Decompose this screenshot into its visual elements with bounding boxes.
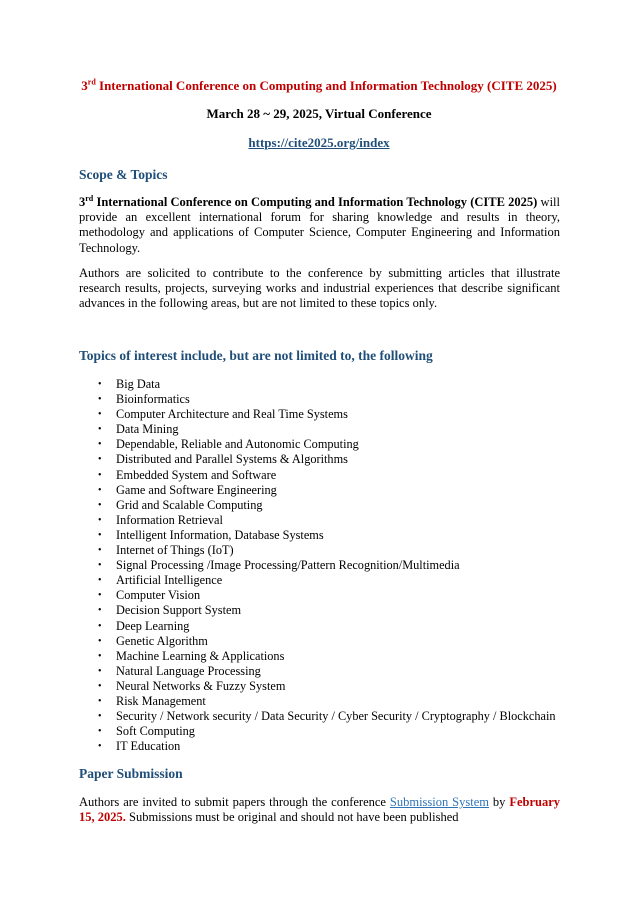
submission-system-link[interactable]: Submission System [389, 795, 489, 809]
topic-label: Artificial Intelligence [116, 573, 223, 588]
bullet-icon: • [98, 635, 102, 647]
topic-item [79, 588, 579, 603]
topic-item [79, 634, 579, 649]
topic-item [79, 724, 579, 739]
topic-label: Dependable, Reliable and Autonomic Computing [116, 437, 359, 452]
bullet-icon: • [98, 409, 102, 421]
topic-label: Deep Learning [116, 618, 190, 633]
bullet-icon: • [98, 560, 102, 572]
scope-paragraph-2: Authors are solicited to contribute to the conference by submitting articles that illustrate research results, projects, surveying works and industrial experiences that describe significant advances in the following areas, but are not limited to these topics only. [79, 266, 560, 311]
bullet-icon: • [98, 726, 102, 738]
topics-list [79, 377, 579, 754]
topic-label: IT Education [116, 739, 181, 754]
bullet-icon: • [98, 514, 102, 526]
topic-label: Computer Vision [116, 588, 201, 603]
bullet-icon: • [98, 379, 102, 390]
submission-deadline: February 15, 2025. [79, 795, 561, 825]
topic-item [79, 619, 579, 634]
topic-label: Big Data [116, 377, 161, 391]
topic-label: Soft Computing [116, 724, 195, 739]
topic-label: Embedded System and Software [116, 467, 277, 482]
bullet-icon: • [98, 439, 102, 451]
topic-item [79, 709, 579, 724]
topic-label: Decision Support System [116, 603, 242, 618]
topic-label: Internet of Things (IoT) [116, 543, 234, 558]
topic-item [79, 468, 579, 483]
topic-item [79, 603, 579, 618]
topic-label: Game and Software Engineering [116, 482, 277, 497]
bullet-icon: • [98, 590, 102, 602]
topic-item [79, 483, 579, 498]
bullet-icon: • [98, 454, 102, 466]
bullet-icon: • [98, 605, 102, 617]
bullet-icon: • [98, 665, 102, 677]
submission-heading: Paper Submission [79, 766, 183, 781]
submission-paragraph: Authors are invited to submit papers through the conference Submission System by February 15, 2025. Submissions must be original and should not have been published [79, 795, 561, 825]
topic-item [79, 739, 579, 754]
bullet-icon: • [98, 394, 102, 406]
topics-heading: Topics of interest include, but are not limited to, the following [79, 348, 433, 363]
topic-item [79, 543, 579, 558]
topic-label: Risk Management [116, 693, 206, 708]
bullet-icon: • [98, 575, 102, 587]
topic-item [79, 649, 579, 664]
topic-item [79, 513, 579, 528]
topic-label: Grid and Scalable Computing [116, 497, 263, 512]
conference-url-link[interactable]: https://cite2025.org/index [248, 135, 390, 150]
topic-item [79, 664, 579, 679]
topic-item [79, 694, 579, 709]
title-superscript: rd [87, 77, 96, 87]
topic-label: Distributed and Parallel Systems & Algorithms [116, 452, 348, 467]
topic-label: Security / Network security / Data Security / Cyber Security / Cryptography / Blockchain [116, 709, 556, 724]
topic-item [79, 573, 579, 588]
bullet-icon: • [98, 741, 102, 753]
topic-label: Information Retrieval [116, 512, 223, 527]
bullet-icon: • [98, 484, 102, 496]
topic-item [79, 528, 579, 543]
bullet-icon: • [98, 469, 102, 481]
topic-label: Signal Processing /Image Processing/Pattern Recognition/Multimedia [116, 558, 460, 573]
bullet-icon: • [98, 545, 102, 557]
bullet-icon: • [98, 499, 102, 511]
topic-label: Computer Architecture and Real Time Systems [116, 407, 348, 422]
bullet-icon: • [98, 711, 102, 723]
topic-label: Natural Language Processing [116, 663, 261, 678]
bullet-icon: • [98, 424, 102, 436]
topic-item [79, 558, 579, 573]
bullet-icon: • [98, 680, 102, 692]
topic-label: Genetic Algorithm [116, 633, 208, 648]
topic-item [79, 452, 579, 467]
bullet-icon: • [98, 650, 102, 662]
scope-heading: Scope & Topics [79, 167, 168, 182]
topic-item [79, 422, 579, 437]
topic-item [79, 407, 579, 422]
topic-item [79, 679, 579, 694]
conference-title: 3rd International Conference on Computing and Information Technology (CITE 2025) [81, 77, 557, 93]
topic-label: Data Mining [116, 422, 179, 437]
bullet-icon: • [98, 695, 102, 707]
topic-item [79, 498, 579, 513]
conference-dates: March 28 ~ 29, 2025, Virtual Conference [206, 106, 432, 121]
topic-label: Intelligent Information, Database Systems [116, 527, 324, 542]
topic-item [79, 437, 579, 452]
topic-item [79, 392, 579, 407]
scope-paragraph-1: 3rd International Conference on Computing and Information Technology (CITE 2025) will provide an excellent international forum for sharing knowledge and results in theory, methodology and applications of Computer Science, Computer Engineering and Information Technology. [79, 193, 560, 255]
topic-label: Bioinformatics [116, 392, 190, 407]
bullet-icon: • [98, 529, 102, 541]
topic-label: Machine Learning & Applications [116, 648, 285, 663]
topic-item [79, 377, 579, 392]
topic-label: Neural Networks & Fuzzy System [116, 678, 286, 693]
bullet-icon: • [98, 620, 102, 632]
